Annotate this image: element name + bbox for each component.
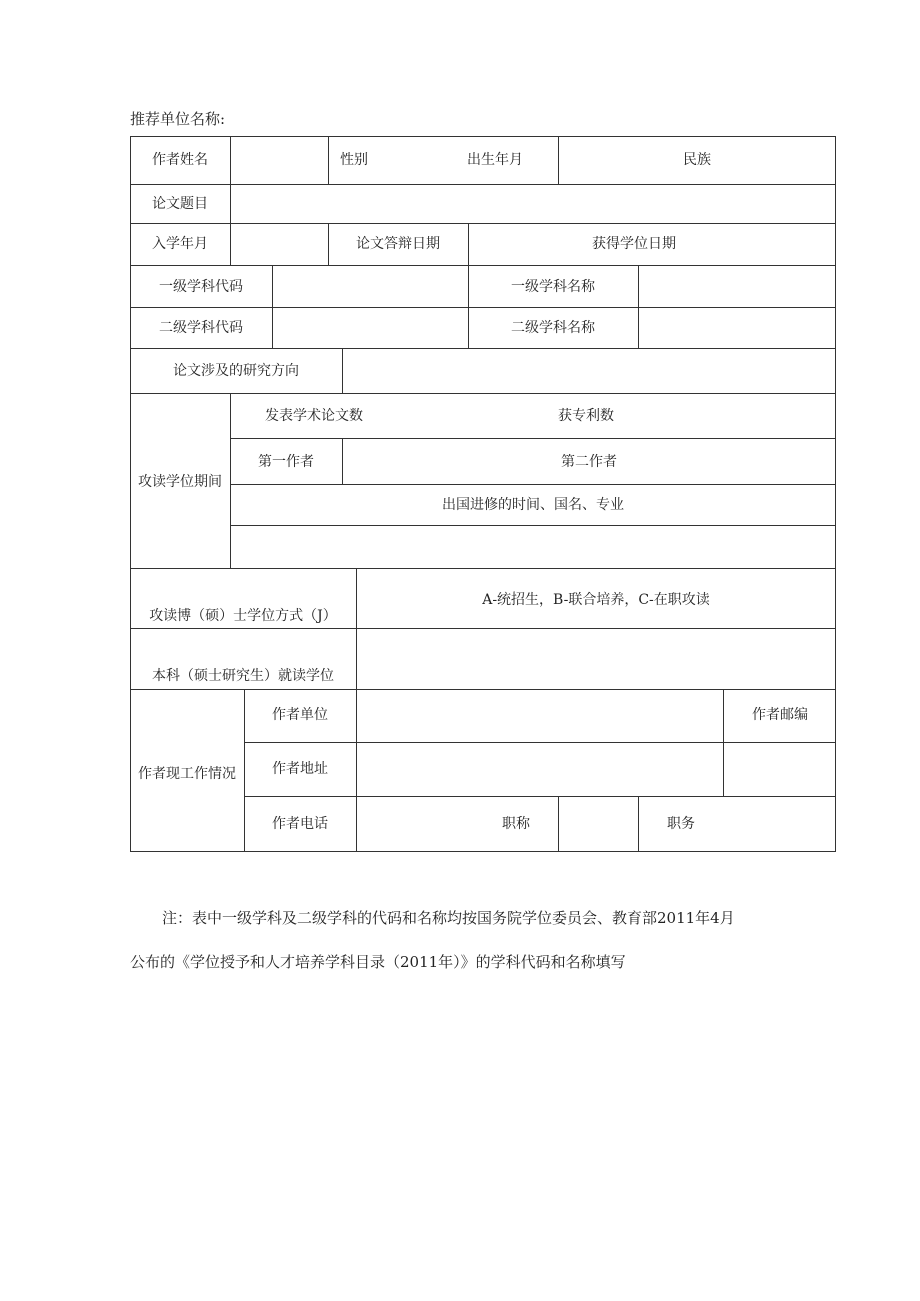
papers-count-label: 发表学术论文数 <box>265 408 363 424</box>
first-author-label: 第一作者 <box>258 454 314 470</box>
defense-date-label: 论文答辩日期 <box>356 236 440 252</box>
author-unit-label: 作者单位 <box>272 707 328 723</box>
author-address-label: 作者地址 <box>272 761 328 777</box>
first-level-code-label: 一级学科代码 <box>159 279 243 295</box>
job-title-label: 职称 <box>502 816 530 832</box>
ethnicity-label: 民族 <box>683 152 711 168</box>
abroad-study-label: 出国进修的时间、国名、专业 <box>442 497 624 513</box>
degree-mode-label: 攻读博（硕）士学位方式（J） <box>149 608 337 624</box>
second-level-code-label: 二级学科代码 <box>159 320 243 336</box>
research-direction-label: 论文涉及的研究方向 <box>173 363 299 379</box>
footnote-line-2: 公布的《学位授予和人才培养学科目录（2011年）》的学科代码和名称填写 <box>130 953 626 971</box>
degree-date-label: 获得学位日期 <box>592 236 676 252</box>
first-level-name-label: 一级学科名称 <box>511 279 595 295</box>
enroll-date-label: 入学年月 <box>152 236 208 252</box>
position-label: 职务 <box>667 816 695 832</box>
birth-date-label: 出生年月 <box>467 152 523 168</box>
second-level-name-label: 二级学科名称 <box>511 320 595 336</box>
gender-label: 性别 <box>340 152 368 168</box>
patents-count-label: 获专利数 <box>558 408 614 424</box>
application-form-table <box>130 136 836 852</box>
thesis-title-label: 论文题目 <box>152 196 208 212</box>
recommender-unit-label: 推荐单位名称: <box>130 110 226 128</box>
author-postcode-label: 作者邮编 <box>752 707 808 723</box>
author-name-label: 作者姓名 <box>152 152 208 168</box>
prior-degree-label: 本科（硕士研究生）就读学位 <box>152 668 334 684</box>
second-author-label: 第二作者 <box>561 454 617 470</box>
footnote-line-1: 注：表中一级学科及二级学科的代码和名称均按国务院学位委员会、教育部2011年4月 <box>162 909 735 927</box>
current-work-label: 作者现工作情况 <box>138 766 236 782</box>
study-period-label: 攻读学位期间 <box>138 474 222 490</box>
author-phone-label: 作者电话 <box>272 816 328 832</box>
degree-mode-options: A-统招生，B-联合培养，C-在职攻读 <box>482 592 710 608</box>
